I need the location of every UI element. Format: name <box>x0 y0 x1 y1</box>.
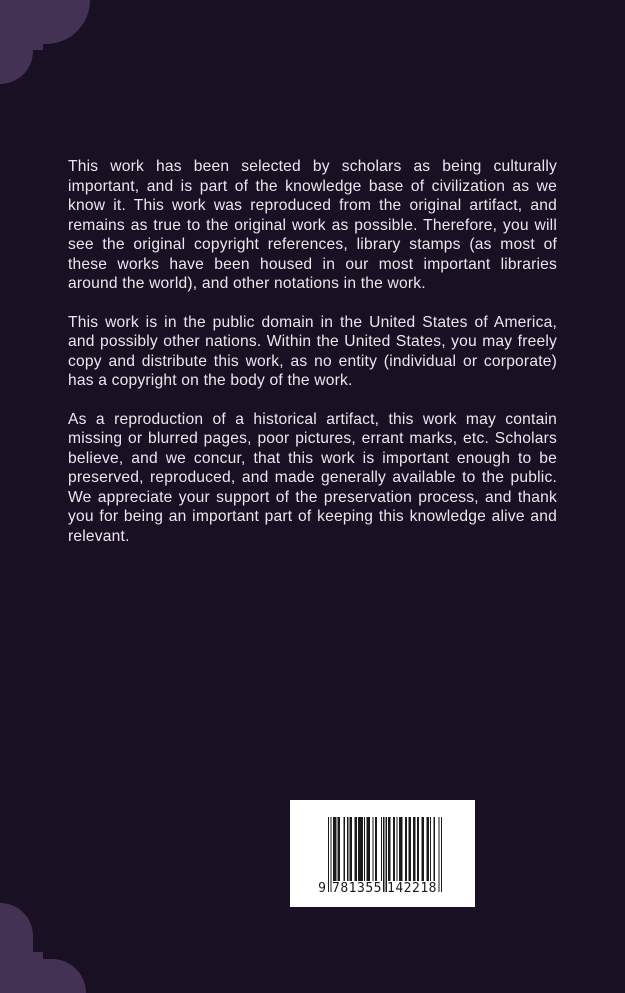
description-text <box>68 157 557 546</box>
corner-decoration-top-left-small <box>0 50 33 84</box>
barcode-digits-group2: 142218 <box>387 881 437 896</box>
corner-decoration-bottom-left-step <box>0 952 43 959</box>
barcode <box>290 800 475 907</box>
corner-decoration-bottom-left-large <box>0 959 86 993</box>
barcode-digits-group1: 781355 <box>332 881 382 896</box>
paragraph-public-domain: This work is in the public domain in the United States of America, and possibly other nations. Within the United States, you may freely copy and distribute this work, as no entity (individual or corporate) has a copyright on the body of the work. <box>68 313 557 389</box>
corner-decoration-bottom-left-small <box>0 903 33 952</box>
barcode-digit-left: 9 <box>318 881 326 896</box>
paragraph-reproduction-notice: As a reproduction of a historical artifact, this work may contain missing or blurred pages, poor pictures, errant marks, etc. Scholars believe, and we concur, that this work is important enough to be preserved, reproduced, and made generally available to the public. We appreciate your support of the preservation process, and thank you for being an important part of keeping this knowledge alive and relevant. <box>68 410 557 545</box>
corner-decoration-top-left-large <box>0 0 90 44</box>
paragraph-selection-notice: This work has been selected by scholars as being culturally important, and is part of the knowledge base of civilization as we know it. This work was reproduced from the original artifact, and remains as true to the original work as possible. Therefore, you will see the original copyright references, library stamps (as most of these works have been housed in our most important libraries around the world), and other notations in the work. <box>68 158 557 292</box>
